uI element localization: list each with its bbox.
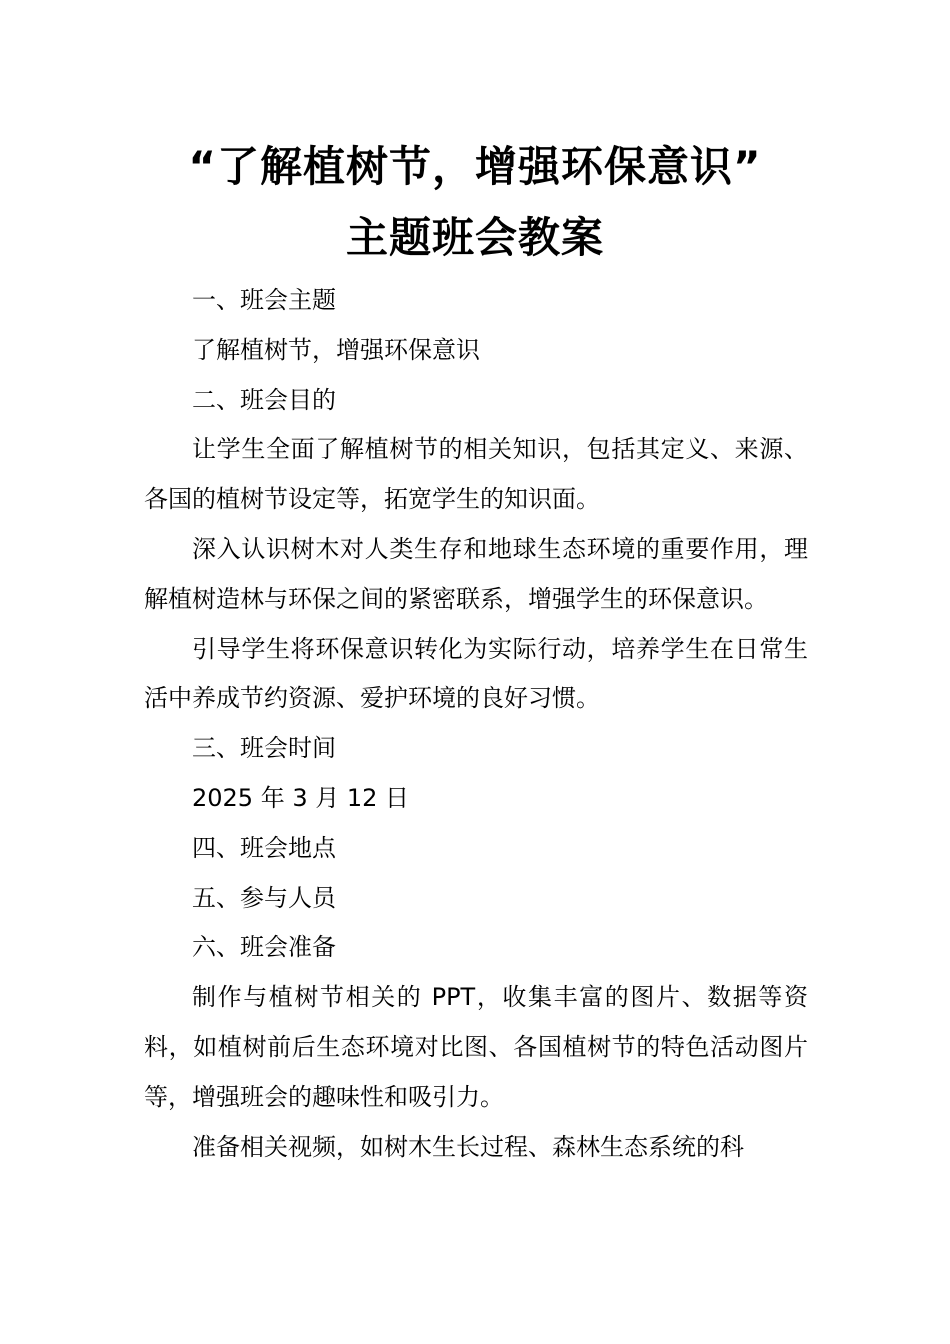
heading-location: 四、班会地点 [192, 833, 336, 862]
paragraph-date: 2025 年 3 月 12 日 [192, 783, 410, 812]
heading-purpose: 二、班会目的 [192, 385, 336, 414]
heading-participants: 五、参与人员 [192, 883, 336, 912]
document-title-line-2: 主题班会教案 [345, 213, 604, 262]
paragraph-purpose-1: 让学生全面了解植树节的相关知识，包括其定义、来源、各国的植树节设定等，拓宽学生的知识面。 [144, 435, 808, 514]
paragraph-preparation-2: 准备相关视频，如树木生长过程、森林生态系统的科 [192, 1132, 744, 1161]
document-title-line-1: “了解植树节，增强环保意识” [188, 142, 762, 191]
paragraph-preparation-1: 制作与植树节相关的 PPT，收集丰富的图片、数据等资料，如植树前后生态环境对比图、各国植树节的特色活动图片等，增强班会的趣味性和吸引力。 [144, 983, 808, 1111]
heading-preparation: 六、班会准备 [192, 933, 336, 962]
document-body [144, 276, 808, 1172]
paragraph-theme: 了解植树节，增强环保意识 [192, 335, 480, 364]
heading-theme: 一、班会主题 [192, 286, 336, 314]
heading-time: 三、班会时间 [192, 734, 336, 763]
paragraph-purpose-2: 深入认识树木对人类生存和地球生态环境的重要作用，理解植树造林与环保之间的紧密联系，增强学生的环保意识。 [144, 534, 808, 613]
paragraph-purpose-3: 引导学生将环保意识转化为实际行动，培养学生在日常生活中养成节约资源、爱护环境的良好习惯。 [144, 634, 808, 713]
